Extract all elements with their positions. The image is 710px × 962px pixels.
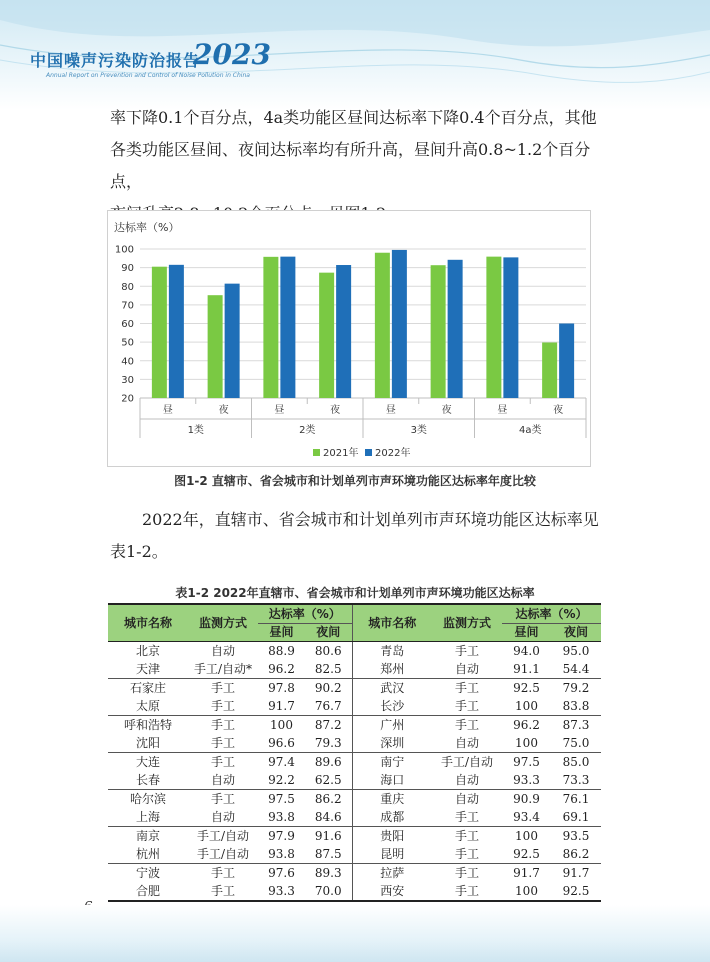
table-cell: 手工 xyxy=(432,864,502,883)
table-cell: 合肥 xyxy=(108,882,188,901)
table-cell: 长沙 xyxy=(380,698,405,713)
y-tick-label: 40 xyxy=(121,356,134,368)
legend-label: 2021年 xyxy=(323,448,359,459)
bar-2021 xyxy=(431,265,446,398)
table-caption: 表1-2 2022年直辖市、省会城市和计划单列市声环境功能区达标率 xyxy=(175,586,535,600)
x-tick-label: 夜 xyxy=(330,405,341,416)
table-cell: 手工 xyxy=(454,698,479,713)
table-cell: 100 xyxy=(502,882,551,901)
header-rate: 达标率（%） xyxy=(502,604,601,624)
bar-2022 xyxy=(280,257,295,398)
table-cell: 76.7 xyxy=(305,697,352,716)
header-day: 昼间 xyxy=(258,624,305,642)
table-cell: 93.3 xyxy=(258,882,305,901)
bar-2022 xyxy=(503,257,518,398)
table-cell: 杭州 xyxy=(135,846,160,861)
table-cell: 94.0 xyxy=(513,643,540,658)
table-cell: 昆明 xyxy=(380,846,405,861)
x-tick-label: 夜 xyxy=(218,405,229,416)
table-cell: 大连 xyxy=(108,753,188,772)
table-row xyxy=(108,790,601,809)
table-row xyxy=(108,716,601,735)
table-row xyxy=(108,845,601,864)
table-cell: 97.4 xyxy=(258,753,305,772)
table-cell: 79.2 xyxy=(551,679,601,698)
table-cell: 88.9 xyxy=(268,643,295,658)
table-cell: 手工/自动 xyxy=(432,753,502,772)
table-cell: 南宁 xyxy=(352,753,432,772)
bar-chart-frame xyxy=(107,210,591,467)
table-cell: 69.1 xyxy=(562,809,590,824)
table-row xyxy=(108,697,601,716)
y-tick-label: 90 xyxy=(121,263,134,275)
bar-2022 xyxy=(392,250,407,398)
table-cell: 82.5 xyxy=(305,660,352,679)
table-cell: 95.0 xyxy=(562,643,590,658)
table-cell: 南京 xyxy=(108,827,188,846)
table-cell: 武汉 xyxy=(352,679,432,698)
table-row xyxy=(108,734,601,753)
table-row xyxy=(108,808,601,827)
x-tick-label: 昼 xyxy=(162,405,173,416)
x-tick-label: 昼 xyxy=(274,405,285,416)
y-tick-label: 30 xyxy=(121,374,134,386)
table-cell: 海口 xyxy=(380,772,405,787)
compliance-table xyxy=(108,603,601,902)
table-cell: 100 xyxy=(515,698,538,713)
table-cell: 92.5 xyxy=(551,882,601,901)
group-label: 1类 xyxy=(187,425,204,436)
y-tick-label: 100 xyxy=(114,244,134,256)
table-cell: 深圳 xyxy=(380,735,405,750)
table-cell: 91.6 xyxy=(305,827,352,846)
table-row xyxy=(108,827,601,846)
table-cell: 拉萨 xyxy=(352,864,432,883)
table-cell: 85.0 xyxy=(551,753,601,772)
paragraph-2-line: 表1-2。 xyxy=(110,542,168,561)
header-city: 城市名称 xyxy=(108,604,188,642)
table-cell: 手工/自动 xyxy=(196,846,250,861)
table-cell: 手工 xyxy=(454,643,479,658)
header-night: 夜间 xyxy=(551,624,601,642)
table-body xyxy=(108,642,601,902)
table-cell: 自动 xyxy=(432,790,502,809)
table-cell: 广州 xyxy=(352,716,432,735)
table-cell: 天津 xyxy=(135,661,160,676)
table-cell: 79.3 xyxy=(305,734,352,753)
x-tick-label: 夜 xyxy=(441,405,452,416)
table-cell: 100 xyxy=(258,716,305,735)
bar-2021 xyxy=(152,267,167,398)
table-cell: 93.3 xyxy=(513,772,540,787)
table-cell: 92.2 xyxy=(268,772,295,787)
table-cell: 73.3 xyxy=(562,772,590,787)
table-row xyxy=(108,679,601,698)
table-cell: 70.0 xyxy=(305,882,352,901)
x-tick-label: 夜 xyxy=(553,405,564,416)
table-cell: 长春 xyxy=(135,772,160,787)
x-tick-label: 昼 xyxy=(497,405,508,416)
table-cell: 手工 xyxy=(188,790,258,809)
table-cell: 97.8 xyxy=(258,679,305,698)
table-cell: 手工/自动 xyxy=(188,827,258,846)
table-cell: 93.5 xyxy=(551,827,601,846)
bar-2022 xyxy=(336,265,351,398)
paragraph-1-line: 各类功能区昼间、夜间达标率均有所升高，昼间升高0.8~1.2个百分点， xyxy=(110,140,591,191)
table-cell: 手工/自动* xyxy=(193,661,253,676)
bar-2021 xyxy=(319,273,334,398)
table-cell: 97.5 xyxy=(502,753,551,772)
table-cell: 87.5 xyxy=(305,845,352,864)
bar-2022 xyxy=(169,265,184,398)
table-cell: 石家庄 xyxy=(108,679,188,698)
header-rate: 达标率（%） xyxy=(258,604,352,624)
table-cell: 手工 xyxy=(188,753,258,772)
report-subtitle: Annual Report on Prevention and Control of Noise Pollution in China xyxy=(46,72,250,79)
table-cell: 手工 xyxy=(188,716,258,735)
table-cell: 手工 xyxy=(210,735,235,750)
legend-swatch-2022 xyxy=(365,449,372,456)
table-cell: 自动 xyxy=(454,661,479,676)
table-cell: 62.5 xyxy=(305,771,352,790)
legend-label: 2022年 xyxy=(375,448,411,459)
table-cell: 87.3 xyxy=(551,716,601,735)
table-cell: 91.1 xyxy=(513,661,540,676)
table-cell: 太原 xyxy=(135,698,160,713)
table-cell: 上海 xyxy=(135,809,160,824)
table-row xyxy=(108,753,601,772)
x-tick-label: 昼 xyxy=(385,405,396,416)
table-cell: 手工 xyxy=(432,882,502,901)
table-cell: 83.8 xyxy=(562,698,590,713)
group-label: 2类 xyxy=(299,425,316,436)
table-cell: 100 xyxy=(515,735,538,750)
table-row xyxy=(108,660,601,679)
paragraph-2-line: 2022年，直辖市、省会城市和计划单列市声环境功能区达标率见 xyxy=(142,510,599,529)
table-cell: 自动 xyxy=(454,735,479,750)
footer-background xyxy=(0,905,710,962)
table-cell: 手工 xyxy=(432,827,502,846)
table-cell: 91.7 xyxy=(551,864,601,883)
table-row xyxy=(108,864,601,883)
legend-swatch-2021 xyxy=(313,449,320,456)
table-cell: 青岛 xyxy=(380,643,405,658)
table-cell: 93.8 xyxy=(268,809,295,824)
table-cell: 手工 xyxy=(432,679,502,698)
y-tick-label: 20 xyxy=(121,393,134,405)
table-cell: 76.1 xyxy=(551,790,601,809)
header-day: 昼间 xyxy=(502,624,551,642)
table-cell: 80.6 xyxy=(305,642,352,661)
header-method: 监测方式 xyxy=(188,604,258,642)
table-cell: 96.2 xyxy=(268,661,295,676)
table-cell: 97.5 xyxy=(258,790,305,809)
table-cell: 手工 xyxy=(454,809,479,824)
table-cell: 86.2 xyxy=(562,846,590,861)
table-cell: 自动 xyxy=(210,772,235,787)
report-title: 中国噪声污染防治报告 xyxy=(30,51,201,70)
table-cell: 89.6 xyxy=(305,753,352,772)
table-cell: 84.6 xyxy=(305,808,352,827)
figure-caption: 图1-2 直辖市、省会城市和计划单列市声环境功能区达标率年度比较 xyxy=(174,474,536,488)
table-cell: 手工 xyxy=(210,698,235,713)
table-cell: 手工 xyxy=(188,679,258,698)
table-cell: 宁波 xyxy=(108,864,188,883)
table-cell: 75.0 xyxy=(562,735,590,750)
group-label: 3类 xyxy=(410,425,427,436)
bar-2022 xyxy=(225,284,240,398)
table-cell: 93.8 xyxy=(268,846,295,861)
bar-2021 xyxy=(486,257,501,398)
header-night: 夜间 xyxy=(305,624,352,642)
paragraph-1-line: 率下降0.1个百分点，4a类功能区昼间达标率下降0.4个百分点，其他 xyxy=(110,108,597,127)
bar-2021 xyxy=(542,342,557,398)
table-row xyxy=(108,882,601,901)
table-cell: 92.5 xyxy=(502,679,551,698)
bar-2022 xyxy=(559,324,574,399)
bar-2022 xyxy=(448,260,463,398)
bar-2021 xyxy=(208,295,223,398)
table-cell: 100 xyxy=(502,827,551,846)
header-city: 城市名称 xyxy=(352,604,432,642)
table-cell: 手工 xyxy=(188,882,258,901)
report-year: 2023 xyxy=(193,38,271,71)
y-tick-label: 80 xyxy=(121,281,134,293)
table-cell: 90.9 xyxy=(502,790,551,809)
y-tick-label: 50 xyxy=(121,337,134,349)
table-cell: 96.6 xyxy=(268,735,295,750)
table-cell: 成都 xyxy=(380,809,405,824)
table-cell: 郑州 xyxy=(380,661,405,676)
table-cell: 重庆 xyxy=(352,790,432,809)
table-cell: 90.2 xyxy=(305,679,352,698)
table-cell: 哈尔滨 xyxy=(108,790,188,809)
table-cell: 自动 xyxy=(454,772,479,787)
y-tick-label: 70 xyxy=(121,300,134,312)
table-cell: 87.2 xyxy=(305,716,352,735)
table-cell: 86.2 xyxy=(305,790,352,809)
table-cell: 91.7 xyxy=(502,864,551,883)
table-cell: 西安 xyxy=(352,882,432,901)
group-label: 4a类 xyxy=(519,425,542,436)
y-axis-label: 达标率（%） xyxy=(114,221,180,234)
table-cell: 92.5 xyxy=(513,846,540,861)
table-cell: 北京 xyxy=(135,643,160,658)
table-cell: 97.6 xyxy=(258,864,305,883)
bar-2021 xyxy=(375,253,390,398)
header-method: 监测方式 xyxy=(432,604,502,642)
table-cell: 贵阳 xyxy=(352,827,432,846)
table-cell: 96.2 xyxy=(502,716,551,735)
table-cell: 91.7 xyxy=(268,698,295,713)
table-cell: 手工 xyxy=(454,846,479,861)
y-tick-label: 60 xyxy=(121,319,134,330)
table-cell: 93.4 xyxy=(513,809,540,824)
table-cell: 自动 xyxy=(210,809,235,824)
table-cell: 97.9 xyxy=(258,827,305,846)
table-cell: 54.4 xyxy=(562,661,590,676)
bar-chart xyxy=(108,211,590,466)
table-cell: 手工 xyxy=(188,864,258,883)
table-cell: 自动 xyxy=(210,643,235,658)
table-cell: 89.3 xyxy=(305,864,352,883)
table-cell: 手工 xyxy=(432,716,502,735)
table-cell: 沈阳 xyxy=(135,735,160,750)
bar-2021 xyxy=(263,257,278,398)
table-row xyxy=(108,642,601,661)
paragraph-2 xyxy=(110,504,610,568)
table-cell: 呼和浩特 xyxy=(108,716,188,735)
table-row xyxy=(108,771,601,790)
